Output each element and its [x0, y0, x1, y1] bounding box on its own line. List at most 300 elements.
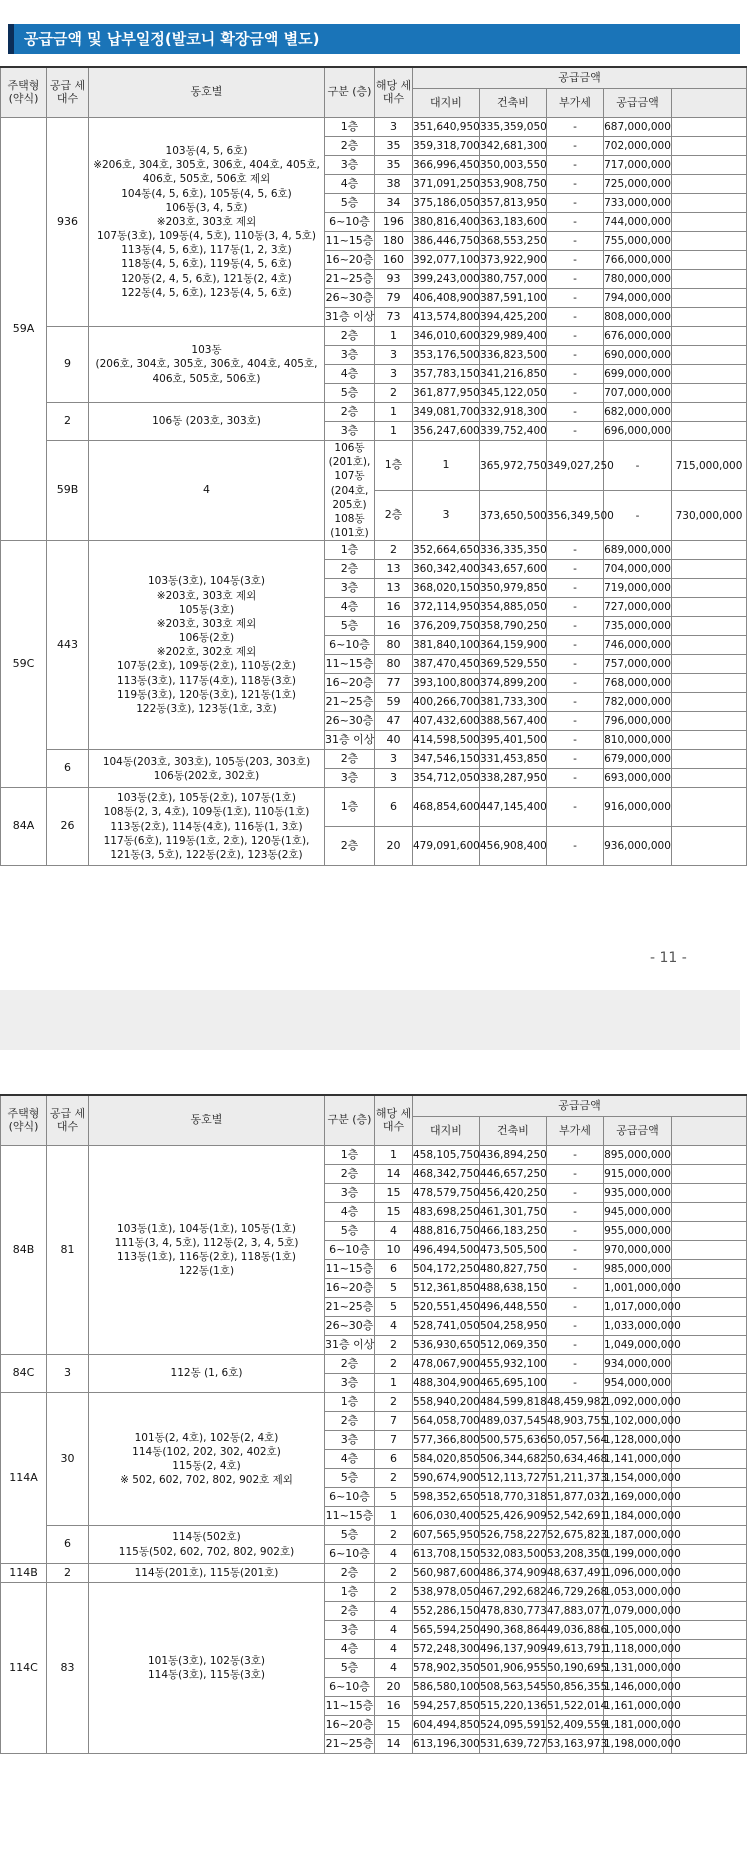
- building-price: 345,122,050: [480, 384, 547, 403]
- house-type: 84C: [1, 1355, 47, 1393]
- extra-cell: [672, 270, 747, 289]
- floor-range: 6~10층: [325, 1241, 375, 1260]
- supply-units: 3: [47, 1355, 89, 1393]
- vat: 50,190,695: [547, 1659, 604, 1678]
- extra-cell: [672, 579, 747, 598]
- unit-count: 4: [375, 1545, 413, 1564]
- unit-count: 2: [375, 1564, 413, 1583]
- floor-range: 5층: [325, 194, 375, 213]
- col-units: 공급 세대수: [47, 67, 89, 118]
- vat: -: [547, 769, 604, 788]
- building-price: 484,599,818: [480, 1393, 547, 1412]
- house-type: 84A: [1, 788, 47, 866]
- building-price: 364,159,900: [480, 636, 547, 655]
- building-price: 496,137,909: [480, 1640, 547, 1659]
- unit-count: 2: [375, 384, 413, 403]
- total-price: 1,141,000,000: [604, 1450, 672, 1469]
- land-price: 577,366,800: [413, 1431, 480, 1450]
- extra-cell: [672, 156, 747, 175]
- floor-range: 6~10층: [325, 636, 375, 655]
- building-price: 486,374,909: [480, 1564, 547, 1583]
- unit-count: 1: [375, 403, 413, 422]
- total-price: 794,000,000: [604, 289, 672, 308]
- building-price: 456,420,250: [480, 1184, 547, 1203]
- extra-cell: [672, 636, 747, 655]
- land-price: 353,176,500: [413, 346, 480, 365]
- col-group: 공급금액: [413, 67, 747, 89]
- table-row: [1, 403, 747, 422]
- unit-count: 14: [375, 1165, 413, 1184]
- extra-cell: [672, 213, 747, 232]
- supply-units: 6: [47, 750, 89, 788]
- building-price: 456,908,400: [480, 827, 547, 866]
- total-price: 1,154,000,000: [604, 1469, 672, 1488]
- building-price: 506,344,682: [480, 1450, 547, 1469]
- total-price: 730,000,000: [672, 491, 747, 541]
- col-extra: [672, 89, 747, 118]
- unit-count: 3: [375, 365, 413, 384]
- col-count: 해당 세대수: [375, 67, 413, 118]
- vat: -: [547, 1222, 604, 1241]
- land-price: 407,432,600: [413, 712, 480, 731]
- land-price: 598,352,650: [413, 1488, 480, 1507]
- floor-range: 3층: [325, 156, 375, 175]
- floor-range: 31층 이상: [325, 731, 375, 750]
- land-price: 371,091,250: [413, 175, 480, 194]
- building-price: 350,979,850: [480, 579, 547, 598]
- unit-count: 1: [413, 441, 480, 491]
- total-price: 717,000,000: [604, 156, 672, 175]
- vat: -: [547, 289, 604, 308]
- col-units: 공급 세대수: [47, 1095, 89, 1146]
- extra-cell: [672, 1222, 747, 1241]
- land-price: 483,698,250: [413, 1203, 480, 1222]
- building-price: 356,349,500: [547, 491, 604, 541]
- extra-cell: [672, 137, 747, 156]
- building-price: 338,287,950: [480, 769, 547, 788]
- building-price: 490,368,864: [480, 1621, 547, 1640]
- floor-range: 16~20층: [325, 674, 375, 693]
- vat: -: [547, 1203, 604, 1222]
- unit-count: 15: [375, 1184, 413, 1203]
- land-price: 590,674,900: [413, 1469, 480, 1488]
- total-price: 1,105,000,000: [604, 1621, 672, 1640]
- dong-ho-list: 101동(3호), 102동(3호) 114동(3호), 115동(3호): [89, 1583, 325, 1754]
- extra-cell: [672, 1412, 747, 1431]
- land-price: 381,840,100: [413, 636, 480, 655]
- unit-count: 16: [375, 1697, 413, 1716]
- unit-count: 196: [375, 213, 413, 232]
- total-price: 682,000,000: [604, 403, 672, 422]
- unit-count: 6: [375, 1450, 413, 1469]
- land-price: 380,816,400: [413, 213, 480, 232]
- unit-count: 35: [375, 156, 413, 175]
- total-price: 755,000,000: [604, 232, 672, 251]
- floor-range: 16~20층: [325, 1716, 375, 1735]
- building-price: 395,401,500: [480, 731, 547, 750]
- extra-cell: [672, 655, 747, 674]
- table-row: [1, 1583, 747, 1602]
- total-price: 768,000,000: [604, 674, 672, 693]
- extra-cell: [672, 598, 747, 617]
- floor-range: 2층: [325, 1602, 375, 1621]
- extra-cell: [672, 365, 747, 384]
- land-price: 604,494,850: [413, 1716, 480, 1735]
- table-row: [1, 441, 747, 491]
- col-total: 공급금액: [604, 1117, 672, 1146]
- vat: -: [547, 731, 604, 750]
- unit-count: 15: [375, 1203, 413, 1222]
- extra-cell: [672, 788, 747, 827]
- building-price: 357,813,950: [480, 194, 547, 213]
- land-price: 387,470,450: [413, 655, 480, 674]
- building-price: 500,575,636: [480, 1431, 547, 1450]
- land-price: 560,987,600: [413, 1564, 480, 1583]
- floor-range: 11~15층: [325, 1260, 375, 1279]
- land-price: 458,105,750: [413, 1146, 480, 1165]
- unit-count: 2: [375, 541, 413, 560]
- land-price: 584,020,850: [413, 1450, 480, 1469]
- land-price: 558,940,200: [413, 1393, 480, 1412]
- land-price: 538,978,050: [413, 1583, 480, 1602]
- col-land: 대지비: [413, 1117, 480, 1146]
- floor-range: 2층: [325, 1564, 375, 1583]
- land-price: 365,972,750: [480, 441, 547, 491]
- total-price: 945,000,000: [604, 1203, 672, 1222]
- total-price: 1,033,000,000: [604, 1317, 672, 1336]
- total-price: 1,079,000,000: [604, 1602, 672, 1621]
- total-price: 796,000,000: [604, 712, 672, 731]
- land-price: 375,186,050: [413, 194, 480, 213]
- vat: -: [547, 1241, 604, 1260]
- extra-cell: [672, 289, 747, 308]
- dong-ho-list: 104동(203호, 303호), 105동(203, 303호) 106동(202호, 302호): [89, 750, 325, 788]
- floor-range: 21~25층: [325, 693, 375, 712]
- vat: 49,036,886: [547, 1621, 604, 1640]
- vat: -: [547, 365, 604, 384]
- building-price: 501,906,955: [480, 1659, 547, 1678]
- unit-count: 6: [375, 788, 413, 827]
- unit-count: 1: [375, 422, 413, 441]
- dong-ho-list: 106동(201호), 107동(204호, 205호) 108동(101호): [325, 441, 375, 541]
- total-price: 1,198,000,000: [604, 1735, 672, 1754]
- unit-count: 3: [375, 346, 413, 365]
- extra-cell: [672, 1374, 747, 1393]
- dong-ho-list: 114동(502호) 115동(502, 602, 702, 802, 902호): [89, 1526, 325, 1564]
- floor-range: 3층: [325, 769, 375, 788]
- land-price: 578,902,350: [413, 1659, 480, 1678]
- house-type: 114A: [1, 1393, 47, 1564]
- table-row: [1, 750, 747, 769]
- land-price: 468,342,750: [413, 1165, 480, 1184]
- land-price: 373,650,500: [480, 491, 547, 541]
- total-price: 702,000,000: [604, 137, 672, 156]
- building-price: 461,301,750: [480, 1203, 547, 1222]
- vat: -: [547, 617, 604, 636]
- floor-range: 21~25층: [325, 1735, 375, 1754]
- vat: -: [547, 560, 604, 579]
- vat: 53,163,973: [547, 1735, 604, 1754]
- table-header-2: [1, 1095, 747, 1146]
- total-price: 934,000,000: [604, 1355, 672, 1374]
- supply-units: 83: [47, 1583, 89, 1754]
- extra-cell: [672, 560, 747, 579]
- total-price: 704,000,000: [604, 560, 672, 579]
- floor-range: 3층: [325, 579, 375, 598]
- land-price: 393,100,800: [413, 674, 480, 693]
- extra-cell: [672, 1697, 747, 1716]
- dong-ho-list: 103동(4, 5, 6호) ※206호, 304호, 305호, 306호, 404호, 405호, 406호, 505호, 506호 제외 104동(4, 5, 6호), 105동(4, 5, 6호) 106동(3, 4, 5호) ※203호, 303호 제외 107동(3호), 109동(4, 5호), 110동(3, 4, 5호) 113동(4, 5, 6호), 117동(1, 2, 3호) 118동(4, 5, 6호), 119동(4, 5, 6호) 120동(2, 4, 5, 6호), 121동(2, 4호) 122동(4, 5, 6호), 123동(4, 5, 6호): [89, 118, 325, 327]
- unit-count: 4: [375, 1222, 413, 1241]
- extra-cell: [672, 1621, 747, 1640]
- total-price: 727,000,000: [604, 598, 672, 617]
- vat: -: [547, 655, 604, 674]
- land-price: 528,741,050: [413, 1317, 480, 1336]
- total-price: 1,181,000,000: [604, 1716, 672, 1735]
- col-floor: 구분 (층): [325, 1095, 375, 1146]
- floor-range: 2층: [325, 403, 375, 422]
- price-table-1: [0, 66, 747, 866]
- building-price: 512,069,350: [480, 1336, 547, 1355]
- vat: -: [547, 541, 604, 560]
- col-total: 공급금액: [604, 89, 672, 118]
- vat: -: [547, 1298, 604, 1317]
- floor-range: 2층: [325, 1355, 375, 1374]
- extra-cell: [672, 1488, 747, 1507]
- col-type: 주택형 (약식): [1, 1095, 47, 1146]
- supply-units: 30: [47, 1393, 89, 1526]
- extra-cell: [672, 1659, 747, 1678]
- floor-range: 2층: [375, 491, 413, 541]
- building-price: 358,790,250: [480, 617, 547, 636]
- total-price: 735,000,000: [604, 617, 672, 636]
- building-price: 363,183,600: [480, 213, 547, 232]
- unit-count: 4: [375, 1317, 413, 1336]
- land-price: 488,304,900: [413, 1374, 480, 1393]
- extra-cell: [672, 1355, 747, 1374]
- vat: -: [547, 327, 604, 346]
- extra-cell: [672, 422, 747, 441]
- building-price: 381,733,300: [480, 693, 547, 712]
- land-price: 413,574,800: [413, 308, 480, 327]
- dong-ho-list: 106동 (203호, 303호): [89, 403, 325, 441]
- dong-ho-list: 114동(201호), 115동(201호): [89, 1564, 325, 1583]
- floor-range: 16~20층: [325, 251, 375, 270]
- vat: 53,208,350: [547, 1545, 604, 1564]
- building-price: 368,553,250: [480, 232, 547, 251]
- extra-cell: [672, 1317, 747, 1336]
- vat: -: [547, 712, 604, 731]
- vat: -: [547, 118, 604, 137]
- vat: 52,409,559: [547, 1716, 604, 1735]
- unit-count: 2: [375, 1526, 413, 1545]
- unit-count: 3: [375, 769, 413, 788]
- land-price: 572,248,300: [413, 1640, 480, 1659]
- supply-units: 443: [47, 541, 89, 750]
- table-body-1: [1, 118, 747, 866]
- extra-cell: [672, 693, 747, 712]
- building-price: 478,830,773: [480, 1602, 547, 1621]
- total-price: 1,102,000,000: [604, 1412, 672, 1431]
- vat: -: [547, 1165, 604, 1184]
- floor-range: 5층: [325, 1526, 375, 1545]
- unit-count: 15: [375, 1716, 413, 1735]
- land-price: 376,209,750: [413, 617, 480, 636]
- unit-count: 160: [375, 251, 413, 270]
- extra-cell: [672, 1545, 747, 1564]
- total-price: 916,000,000: [604, 788, 672, 827]
- unit-count: 1: [375, 1146, 413, 1165]
- unit-count: 47: [375, 712, 413, 731]
- total-price: 915,000,000: [604, 1165, 672, 1184]
- floor-range: 26~30층: [325, 1317, 375, 1336]
- extra-cell: [672, 403, 747, 422]
- total-price: 985,000,000: [604, 1260, 672, 1279]
- unit-count: 1: [375, 327, 413, 346]
- floor-range: 1층: [325, 541, 375, 560]
- land-price: 347,546,150: [413, 750, 480, 769]
- col-dong: 동호별: [89, 1095, 325, 1146]
- unit-count: 2: [375, 1393, 413, 1412]
- building-price: 373,922,900: [480, 251, 547, 270]
- vat: -: [547, 1317, 604, 1336]
- vat: -: [547, 750, 604, 769]
- vat: -: [547, 1355, 604, 1374]
- unit-count: 59: [375, 693, 413, 712]
- land-price: 399,243,000: [413, 270, 480, 289]
- building-price: 489,037,545: [480, 1412, 547, 1431]
- supply-units: 26: [47, 788, 89, 866]
- extra-cell: [672, 1298, 747, 1317]
- total-price: 895,000,000: [604, 1146, 672, 1165]
- land-price: 349,081,700: [413, 403, 480, 422]
- total-price: 954,000,000: [604, 1374, 672, 1393]
- building-price: 349,027,250: [547, 441, 604, 491]
- unit-count: 5: [375, 1279, 413, 1298]
- vat: -: [547, 270, 604, 289]
- land-price: 368,020,150: [413, 579, 480, 598]
- house-type: 84B: [1, 1146, 47, 1355]
- unit-count: 2: [375, 1469, 413, 1488]
- extra-cell: [672, 1450, 747, 1469]
- land-price: 400,266,700: [413, 693, 480, 712]
- building-price: 512,113,727: [480, 1469, 547, 1488]
- dong-ho-list: 101동(2, 4호), 102동(2, 4호) 114동(102, 202, 302, 402호) 115동(2, 4호) ※ 502, 602, 702, 802, 902호 제외: [89, 1393, 325, 1526]
- total-price: 810,000,000: [604, 731, 672, 750]
- land-price: 565,594,250: [413, 1621, 480, 1640]
- floor-range: 3층: [325, 1621, 375, 1640]
- col-type: 주택형 (약식): [1, 67, 47, 118]
- vat: -: [547, 213, 604, 232]
- land-price: 488,816,750: [413, 1222, 480, 1241]
- extra-cell: [672, 1336, 747, 1355]
- house-type: 59B: [47, 441, 89, 541]
- land-price: 346,010,600: [413, 327, 480, 346]
- unit-count: 4: [375, 1659, 413, 1678]
- floor-range: 3층: [325, 422, 375, 441]
- building-price: 524,095,591: [480, 1716, 547, 1735]
- total-price: 936,000,000: [604, 827, 672, 866]
- land-price: 536,930,650: [413, 1336, 480, 1355]
- land-price: 586,580,100: [413, 1678, 480, 1697]
- floor-range: 1층: [325, 1146, 375, 1165]
- unit-count: 1: [375, 1374, 413, 1393]
- vat: -: [547, 674, 604, 693]
- col-building: 건축비: [480, 1117, 547, 1146]
- building-price: 341,216,850: [480, 365, 547, 384]
- vat: -: [547, 403, 604, 422]
- table-header-1: [1, 67, 747, 118]
- total-price: 955,000,000: [604, 1222, 672, 1241]
- building-price: 339,752,400: [480, 422, 547, 441]
- extra-cell: [672, 1469, 747, 1488]
- extra-cell: [672, 1640, 747, 1659]
- vat: -: [547, 1184, 604, 1203]
- unit-count: 4: [375, 1640, 413, 1659]
- vat: 52,675,823: [547, 1526, 604, 1545]
- vat: -: [547, 636, 604, 655]
- building-price: 508,563,545: [480, 1678, 547, 1697]
- building-price: 332,918,300: [480, 403, 547, 422]
- total-price: 744,000,000: [604, 213, 672, 232]
- land-price: 512,361,850: [413, 1279, 480, 1298]
- floor-range: 6~10층: [325, 1678, 375, 1697]
- land-price: 351,640,950: [413, 118, 480, 137]
- floor-range: 1층: [325, 1583, 375, 1602]
- vat: -: [547, 693, 604, 712]
- extra-cell: [672, 1716, 747, 1735]
- land-price: 606,030,400: [413, 1507, 480, 1526]
- vat: 50,634,468: [547, 1450, 604, 1469]
- table-row: [1, 1146, 747, 1165]
- dong-ho-list: 103동(1호), 104동(1호), 105동(1호) 111동(3, 4, 5호), 112동(2, 3, 4, 5호) 113동(1호), 116동(2호), 118동(1호) 122동(1호): [89, 1146, 325, 1355]
- total-price: 725,000,000: [604, 175, 672, 194]
- floor-range: 2층: [325, 137, 375, 156]
- building-price: 465,695,100: [480, 1374, 547, 1393]
- vat: 50,057,564: [547, 1431, 604, 1450]
- total-price: 687,000,000: [604, 118, 672, 137]
- building-price: 353,908,750: [480, 175, 547, 194]
- col-group: 공급금액: [413, 1095, 747, 1117]
- unit-count: 80: [375, 636, 413, 655]
- total-price: 693,000,000: [604, 769, 672, 788]
- unit-count: 6: [375, 1260, 413, 1279]
- extra-cell: [672, 827, 747, 866]
- building-price: 532,083,500: [480, 1545, 547, 1564]
- total-price: 1,184,000,000: [604, 1507, 672, 1526]
- building-price: 336,335,350: [480, 541, 547, 560]
- floor-range: 2층: [325, 560, 375, 579]
- unit-count: 7: [375, 1412, 413, 1431]
- vat: 46,729,268: [547, 1583, 604, 1602]
- vat: 52,542,691: [547, 1507, 604, 1526]
- total-price: 719,000,000: [604, 579, 672, 598]
- vat: -: [547, 1146, 604, 1165]
- unit-count: 3: [413, 491, 480, 541]
- vat: 50,856,355: [547, 1678, 604, 1697]
- supply-units: 4: [89, 441, 325, 541]
- building-price: 331,453,850: [480, 750, 547, 769]
- vat: -: [547, 251, 604, 270]
- land-price: 406,408,900: [413, 289, 480, 308]
- section-title: 공급금액 및 납부일정(발코니 확장금액 별도): [8, 24, 740, 54]
- building-price: 504,258,950: [480, 1317, 547, 1336]
- land-price: 354,712,050: [413, 769, 480, 788]
- floor-range: 3층: [325, 346, 375, 365]
- extra-cell: [672, 1678, 747, 1697]
- vat: -: [547, 579, 604, 598]
- total-price: 696,000,000: [604, 422, 672, 441]
